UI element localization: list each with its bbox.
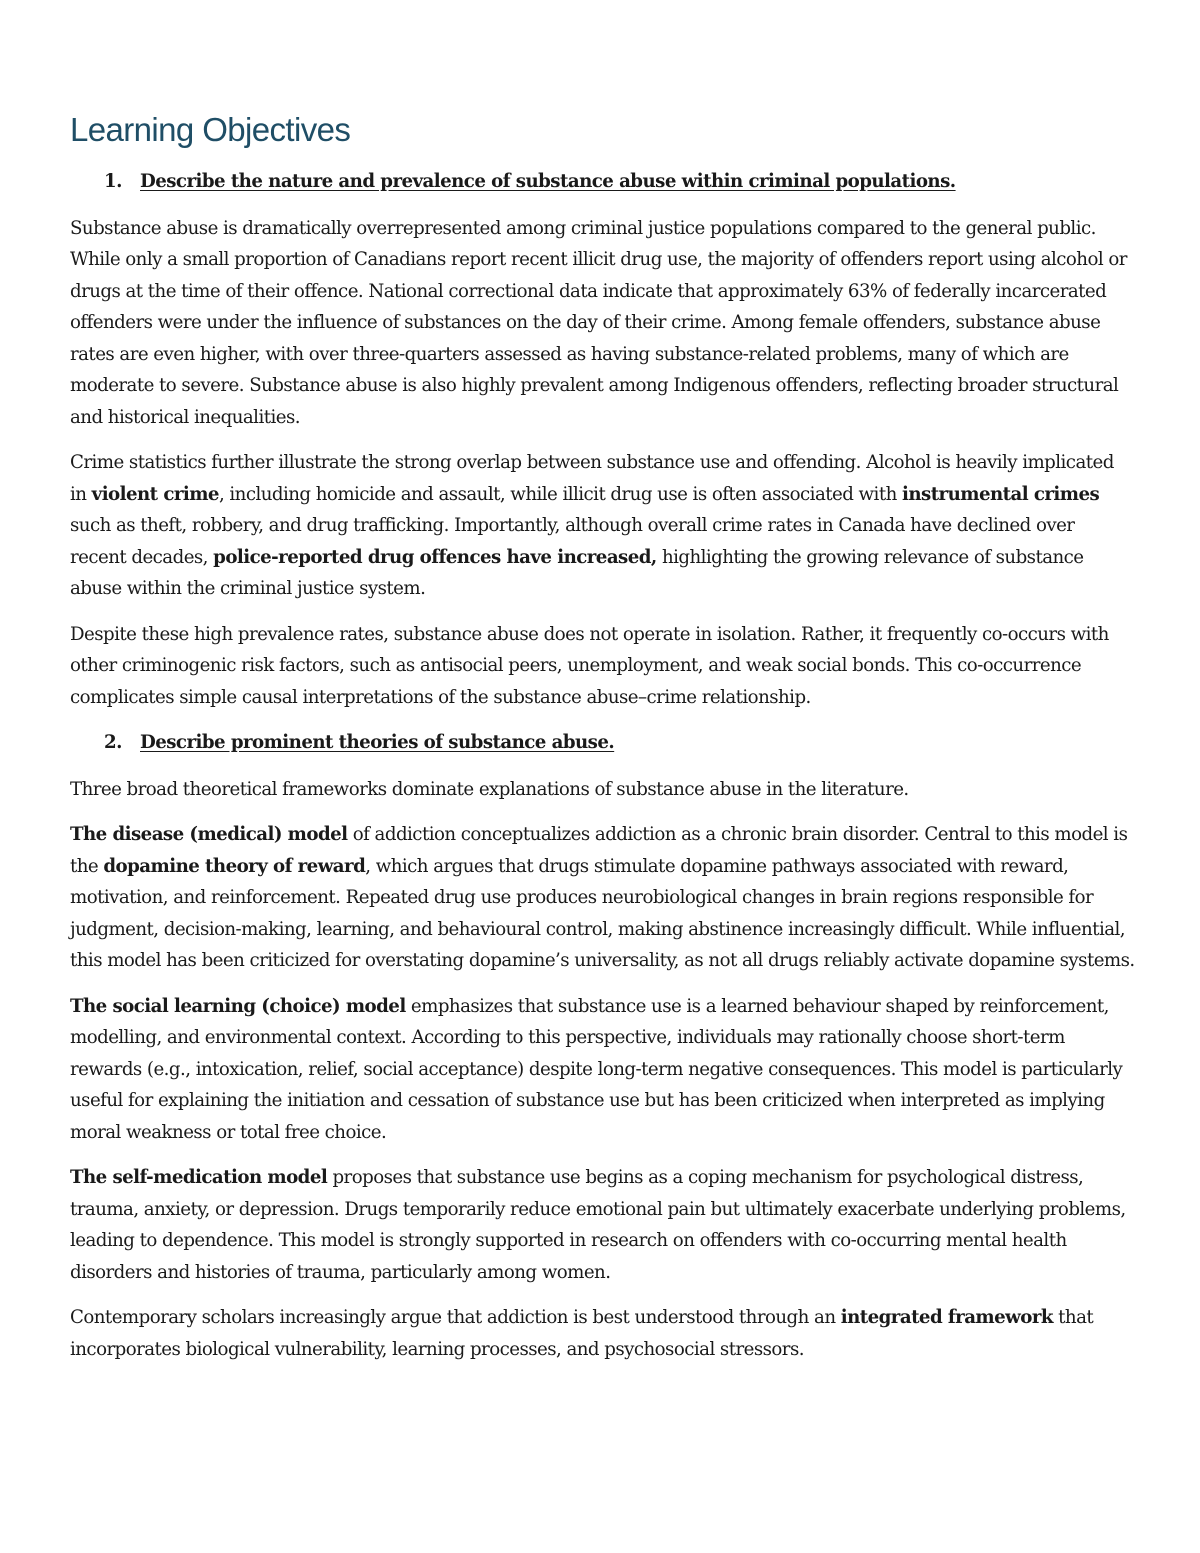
objective-heading-1 xyxy=(70,166,1135,198)
bold-term: The self-medication model xyxy=(70,1167,328,1188)
paragraph xyxy=(70,1162,1135,1288)
bold-term: police-reported drug offences have increased, xyxy=(213,546,657,568)
objective-1-section xyxy=(70,166,1135,713)
text-run: Contemporary scholars increasingly argue that addiction is best understood through an xyxy=(70,1307,841,1328)
bold-term: violent crime xyxy=(91,483,219,505)
objective-number: 1. xyxy=(104,171,122,192)
paragraph xyxy=(70,774,1135,806)
paragraph xyxy=(70,213,1135,434)
objective-number: 2. xyxy=(104,732,122,753)
text-run: of addiction conceptualizes addiction as a chronic brain disorder. Central to this model is the xyxy=(70,824,1128,877)
text-run: Substance abuse is dramatically overrepresented among criminal justice populations compared to the general public. While only a small proportion of Canadians report recent illicit drug use, the majority of offenders report using alcohol or drugs at the time of their offence. National correctional data indicate that approximately 63% of federally incarcerated offenders were under the influence of substances on the day of their crime. Among female offenders, substance abuse rates are even higher, with over three-quarters assessed as having substance-related problems, many of which are moderate to severe. Substance abuse is also highly prevalent among Indigenous offenders, reflecting broader structural and historical inequalities. xyxy=(70,217,1127,428)
paragraph xyxy=(70,819,1135,977)
bold-term: The social learning (choice) model xyxy=(70,995,406,1017)
objective-heading-text: Describe prominent theories of substance abuse. xyxy=(140,732,615,753)
page-title: Learning Objectives xyxy=(70,111,351,148)
objective-heading-text: Describe the nature and prevalence of substance abuse within criminal populations. xyxy=(140,171,956,192)
objective-heading-2 xyxy=(70,727,1135,759)
bold-term: integrated framework xyxy=(840,1307,1053,1328)
bold-term: instrumental crimes xyxy=(901,483,1100,505)
objective-2-section xyxy=(70,727,1135,1365)
paragraph xyxy=(70,991,1135,1149)
text-run: emphasizes that substance use is a learned behaviour shaped by reinforcement, modelling, and environmental context. According to this perspective, individuals may rationally choose short-term rewards (e.g., intoxication, relief, social acceptance) despite long-term negative consequences. This model is particularly useful for explaining the initiation and cessation of substance use but has been criticized when interpreted as implying moral weakness or total free choice. xyxy=(70,995,1123,1143)
paragraph xyxy=(70,447,1135,605)
text-run: , including homicide and assault, while illicit drug use is often associated with xyxy=(218,483,902,505)
paragraph xyxy=(70,1302,1135,1365)
document-page xyxy=(70,108,1135,1379)
text-run: Despite these high prevalence rates, substance abuse does not operate in isolation. Rather, it frequently co-occurs with other criminogenic risk factors, such as antisocial peers, unemployment, and weak social bonds. This co-occurrence complicates simple causal interpretations of the substance abuse–crime relationship. xyxy=(70,623,1109,708)
text-run: proposes that substance use begins as a coping mechanism for psychological distress, trauma, anxiety, or depression. Drugs temporarily reduce emotional pain but ultimately exacerbate underlying problems, leading to dependence. This model is strongly supported in research on offenders with co-occurring mental health disorders and histories of trauma, particularly among women. xyxy=(70,1167,1126,1283)
bold-term: The disease (medical) model xyxy=(70,824,348,845)
text-run: Crime statistics further illustrate the strong overlap between substance use and offending. Alcohol is heavily implicated in xyxy=(70,452,1114,505)
bold-term: dopamine theory of reward xyxy=(103,855,366,877)
text-run: that incorporates biological vulnerability, learning processes, and psychosocial stressors. xyxy=(70,1307,1094,1360)
text-run: , which argues that drugs stimulate dopamine pathways associated with reward, motivation, and reinforcement. Repeated drug use produces neurobiological changes in brain regions responsible for judgment, decision-making, learning, and behavioural control, making abstinence increasingly difficult. While influential, this model has been criticized for overstating dopamine’s universality, as not all drugs reliably activate dopamine systems. xyxy=(70,855,1135,971)
text-run: highlighting the growing relevance of substance abuse within the criminal justice system. xyxy=(70,546,1084,599)
paragraph xyxy=(70,619,1135,714)
text-run: Three broad theoretical frameworks dominate explanations of substance abuse in the literature. xyxy=(70,778,909,800)
text-run: such as theft, robbery, and drug trafficking. Importantly, although overall crime rates in Canada have declined over recent decades, xyxy=(70,515,1075,568)
